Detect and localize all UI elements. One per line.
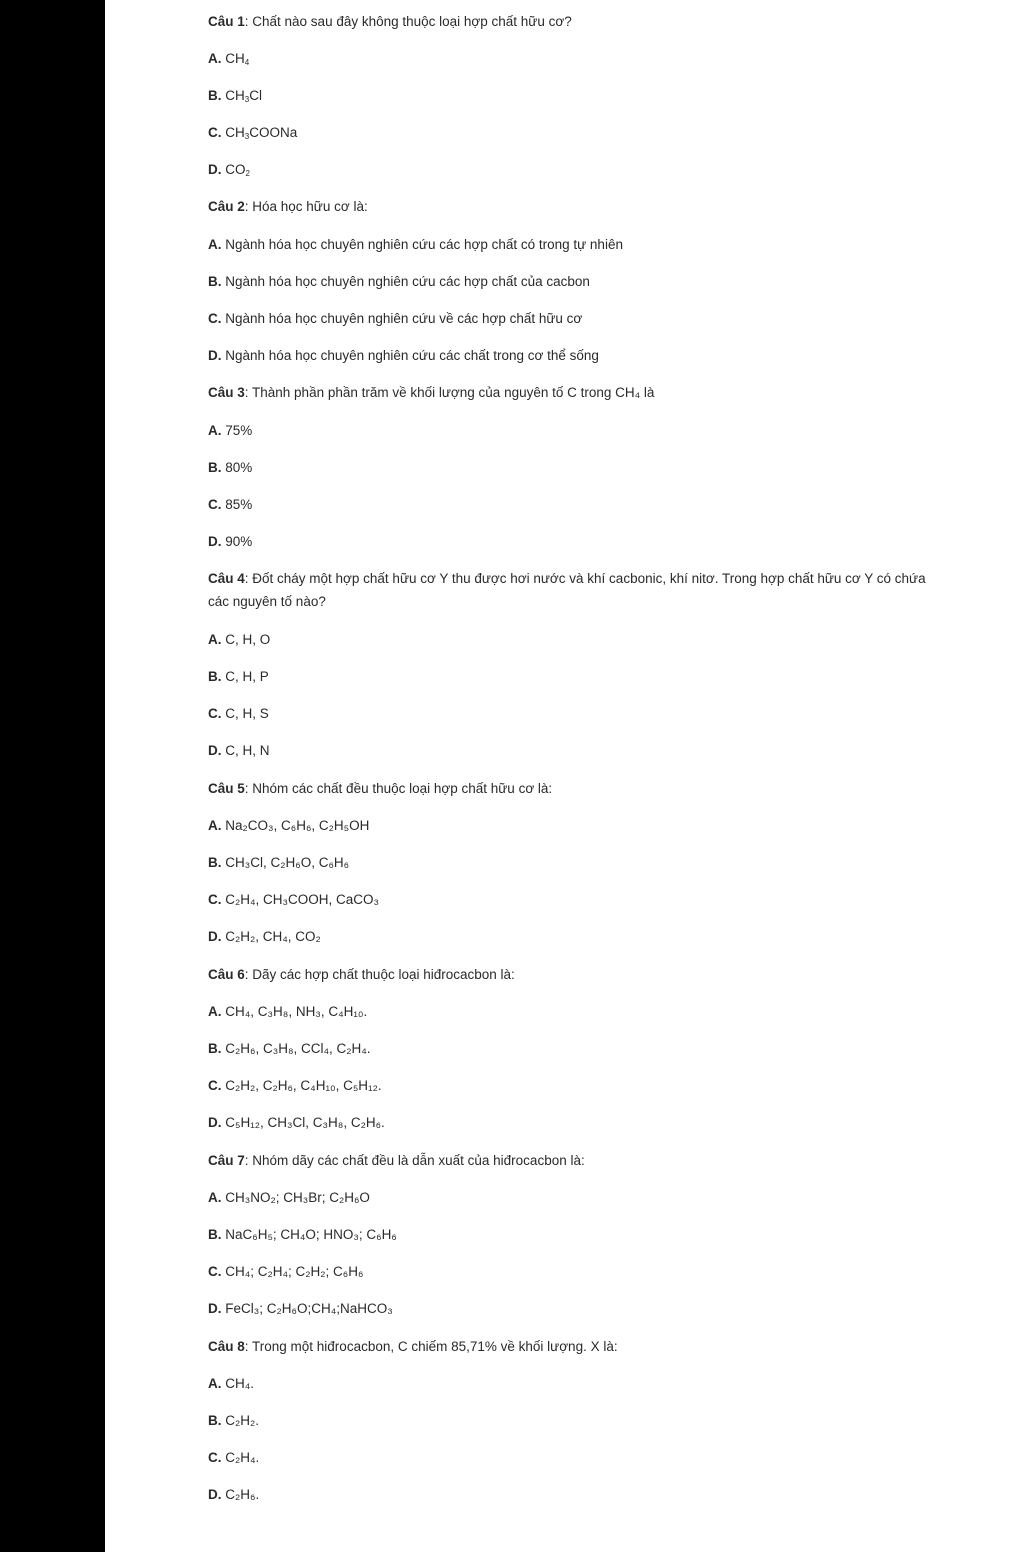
q2-option-c: C. Ngành hóa học chuyên nghiên cứu về các hợp chất hữu cơ (208, 311, 583, 326)
q5-option-c: C. C₂H₄, CH₃COOH, CaCO₃ (208, 892, 380, 907)
q4-option-d: D. C, H, N (208, 743, 270, 758)
q7-option-b: B. NaC₆H₅; CH₄O; HNO₃; C₆H₆ (208, 1227, 397, 1242)
q1-option-a: A. $CH_4$ (208, 51, 250, 67)
q2-option-b: B. Ngành hóa học chuyên nghiên cứu các hợp chất của cacbon (208, 274, 590, 289)
question-3: Câu 3: Thành phần phần trăm về khối lượng của nguyên tố C trong CH₄ là (208, 385, 655, 400)
question-7: Câu 7: Nhóm dãy các chất đều là dẫn xuất của hiđrocacbon là: (208, 1153, 585, 1168)
q5-option-d: D. C₂H₂, CH₄, CO₂ (208, 929, 321, 944)
q4-option-a: A. C, H, O (208, 632, 271, 647)
q4-option-b: B. C, H, P (208, 669, 269, 684)
question-6: Câu 6: Dãy các hợp chất thuộc loại hiđrocacbon là: (208, 967, 515, 982)
q1-option-d: D. $CO_2$ (208, 162, 250, 178)
q7-option-a: A. CH₃NO₂; CH₃Br; C₂H₆O (208, 1190, 370, 1205)
q6-option-c: C. C₂H₂, C₂H₆, C₄H₁₀, C₅H₁₂. (208, 1078, 382, 1093)
question-4: Câu 4: Đốt cháy một hợp chất hữu cơ Y thu được hơi nước và khí cacbonic, khí nitơ. Trong hợp chất hữu cơ Y có chứa các nguyên tố nào? (208, 571, 926, 609)
q7-option-d: D. FeCl₃; C₂H₆O;CH₄;NaHCO₃ (208, 1301, 393, 1316)
q7-option-c: C. CH₄; C₂H₄; C₂H₂; C₆H₆ (208, 1264, 364, 1279)
q3-option-c: C. 85% (208, 497, 253, 512)
q5-option-b: B. CH₃Cl, C₂H₆O, C₆H₆ (208, 855, 350, 870)
question-1: Câu 1: Chất nào sau đây không thuộc loại hợp chất hữu cơ? (208, 14, 572, 29)
q8-option-b: B. C₂H₂. (208, 1413, 259, 1428)
q4-option-c: C. C, H, S (208, 706, 269, 721)
q8-option-c: C. C₂H₄. (208, 1450, 260, 1465)
q6-option-b: B. C₂H₆, C₃H₈, CCl₄, C₂H₄. (208, 1041, 371, 1056)
q5-option-a: A. Na₂CO₃, C₆H₆, C₂H₅OH (208, 818, 370, 833)
q2-option-d: D. Ngành hóa học chuyên nghiên cứu các chất trong cơ thể sống (208, 348, 599, 363)
document-page (105, 0, 1024, 1552)
question-2: Câu 2: Hóa học hữu cơ là: (208, 199, 368, 214)
q1-option-c: C. $CH_3COONa$ (208, 125, 298, 141)
q8-option-d: D. C₂H₆. (208, 1487, 260, 1502)
question-5: Câu 5: Nhóm các chất đều thuộc loại hợp chất hữu cơ là: (208, 781, 553, 796)
q8-option-a: A. CH₄. (208, 1376, 255, 1391)
q1-option-b: B. $CH_3Cl$ (208, 88, 262, 104)
q6-option-a: A. CH₄, C₃H₈, NH₃, C₄H₁₀. (208, 1004, 368, 1019)
q3-option-a: A. 75% (208, 423, 253, 438)
q6-option-d: D. C₅H₁₂, CH₃Cl, C₃H₈, C₂H₆. (208, 1115, 385, 1130)
q3-option-d: D. 90% (208, 534, 253, 549)
q3-option-b: B. 80% (208, 460, 253, 475)
q2-option-a: A. Ngành hóa học chuyên nghiên cứu các hợp chất có trong tự nhiên (208, 237, 623, 252)
question-8: Câu 8: Trong một hiđrocacbon, C chiếm 85,71% về khối lượng. X là: (208, 1339, 618, 1354)
